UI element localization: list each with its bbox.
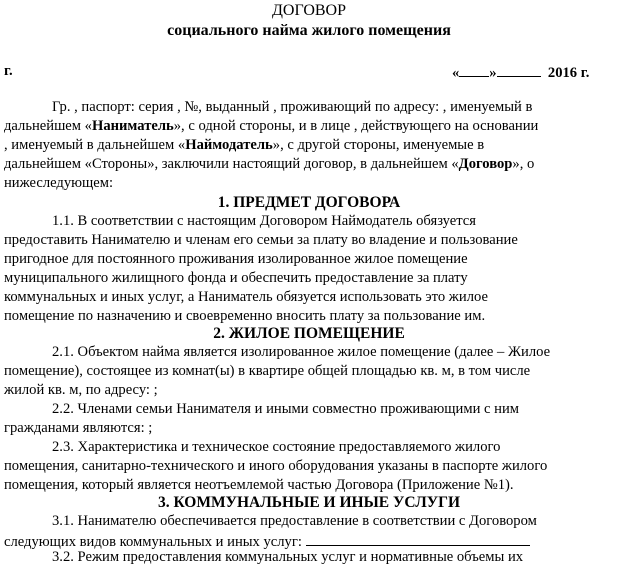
section-1-heading: 1. ПРЕДМЕТ ДОГОВОРА [217, 194, 401, 211]
preamble-line-2: дальнейшем «Наниматель», с одной стороны, и в лице , действующего на основании [4, 118, 539, 134]
section-1-line: помещение по назначению и своевременно вносить плату за пользование им. [4, 308, 486, 324]
section-1-line: предоставить Нанимателю и членам его семьи за плату во владение и пользование [4, 232, 518, 248]
section-1-line: пригодное для постоянного проживания изолированное жилое помещение [4, 251, 468, 267]
section-3-heading: 3. КОММУНАЛЬНЫЕ И ИНЫЕ УСЛУГИ [157, 494, 461, 511]
date-month-blank [497, 63, 541, 77]
section-2-line: гражданами являются: ; [4, 420, 153, 436]
section-1-line: коммунальных и иных услуг, а Наниматель обязуется использовать это жилое [4, 289, 488, 305]
preamble-line-1: Гр. , паспорт: серия , №, выданный , проживающий по адресу: , именуемый в [52, 99, 533, 115]
section-3-line: 3.1. Нанимателю обеспечивается предоставление в соответствии с Договором [52, 513, 537, 529]
date-day-blank [459, 63, 489, 77]
preamble-line-5: нижеследующем: [4, 175, 114, 191]
section-2-heading: 2. ЖИЛОЕ ПОМЕЩЕНИЕ [213, 325, 405, 342]
party-tenant: Наниматель [91, 118, 174, 134]
section-2-line: помещения, который является неотъемлемой частью Договора (Приложение №1). [4, 477, 514, 493]
contract-date: « » 2016 г. [452, 65, 590, 81]
section-2-line: 2.2. Членами семьи Нанимателя и иными совместно проживающими с ним [52, 401, 520, 417]
preamble-line-4: дальнейшем «Стороны», заключили настоящий договор, в дальнейшем «Договор», о [4, 156, 535, 172]
section-3-line: 3.2. Режим предоставления коммунальных услуг и нормативные объемы их [52, 549, 524, 565]
preamble-line-3: , именуемый в дальнейшем «Наймодатель», с другой стороны, именуемые в [4, 137, 485, 153]
section-1-line: муниципального жилищного фонда и обеспечить предоставление за плату [4, 270, 468, 286]
section-2-line: помещения, санитарно-технического и иного оборудования указаны в паспорте жилого [4, 458, 548, 474]
document-subtitle: социального найма жилого помещения [167, 22, 451, 39]
section-1-line: 1.1. В соответствии с настоящим Договором Наймодатель обязуется [52, 213, 476, 229]
services-blank [306, 532, 530, 546]
section-2-line: жилой кв. м, по адресу: ; [4, 382, 158, 398]
section-3-line: следующих видов коммунальных и иных услуг: [4, 532, 530, 551]
section-2-line: 2.3. Характеристика и техническое состояние предоставляемого жилого [52, 439, 501, 455]
section-2-line: помещение), состоящее из комнат(ы) в квартире общей площадью кв. м, в том числе [4, 363, 531, 379]
party-contract: Договор [458, 156, 513, 172]
city-label: г. [4, 63, 13, 79]
document-title: ДОГОВОР [272, 2, 346, 19]
section-2-line: 2.1. Объектом найма является изолированное жилое помещение (далее – Жилое [52, 344, 551, 360]
party-landlord: Наймодатель [185, 137, 273, 153]
